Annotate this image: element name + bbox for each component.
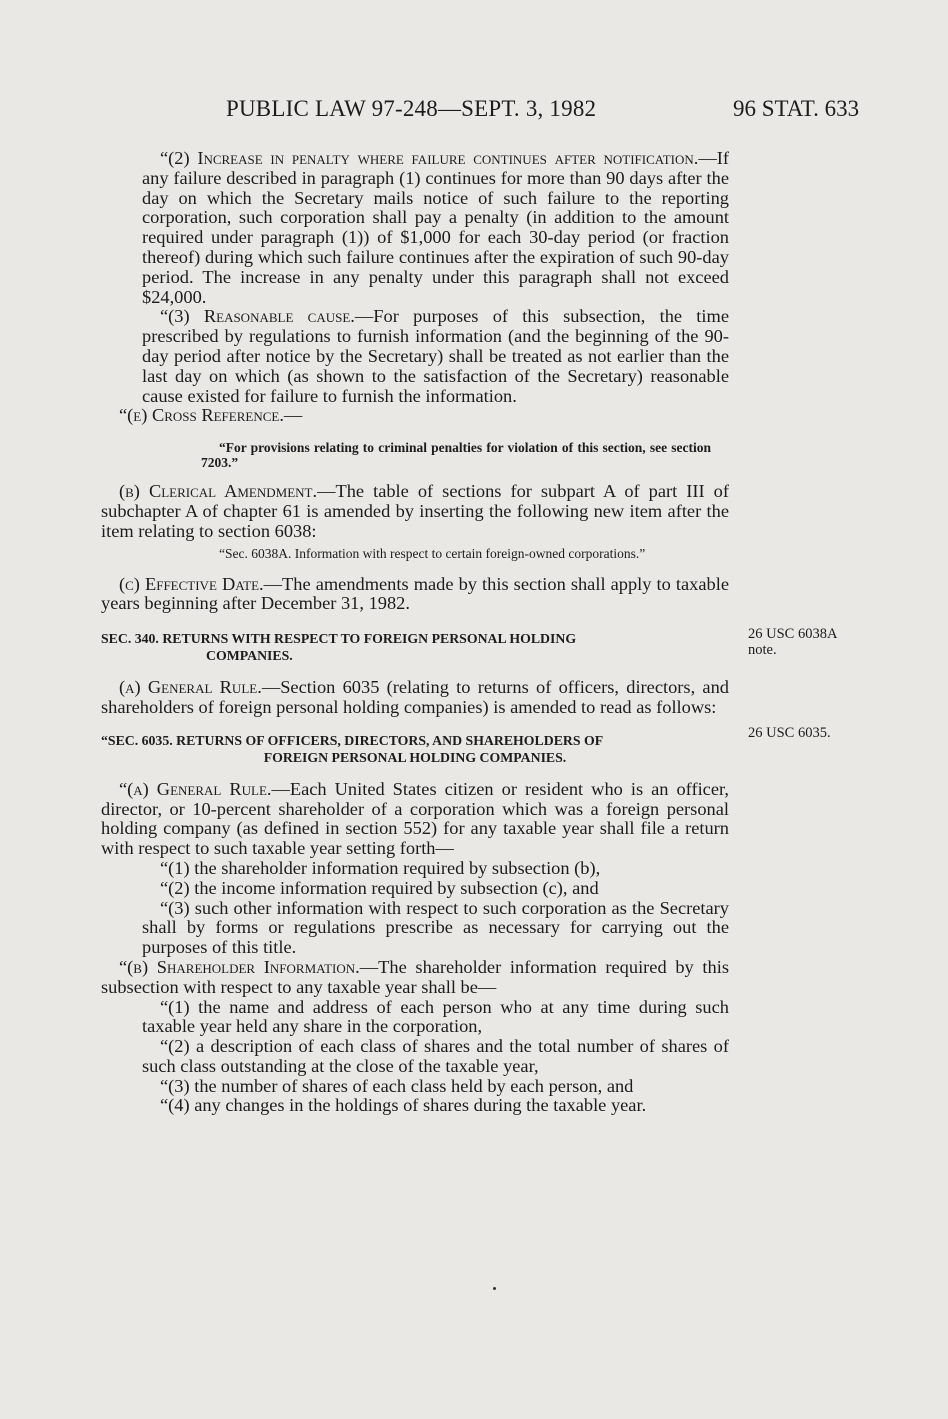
paragraph-heading: “(e) Cross Reference. [119,405,284,426]
paragraph-text: —The amendments made by this section shall apply to taxable years beginning after December 31, 1982. [101,573,729,614]
paragraph-heading: “(b) Shareholder Information. [119,956,360,977]
margin-note-line: note. [748,642,777,658]
margin-note-6035: 26 USC 6035. [748,725,831,741]
section-heading-line: COMPANIES. [206,648,293,664]
paragraph-2 [101,149,729,307]
paragraph-heading: (a) General Rule. [119,677,262,698]
section-heading-line: FOREIGN PERSONAL HOLDING COMPANIES. [263,749,567,765]
list-item: “(3) the number of shares of each class held by each person, and [160,1075,634,1096]
margin-note-line: 26 USC 6038A [748,626,838,642]
paragraph-heading: “(2) Increase in penalty where failure continues after notification. [160,148,699,168]
quoted-subsection-b [101,958,729,998]
subsection-e [101,406,729,426]
paragraph-text: —Section 6035 (relating to returns of officers, directors, and shareholders of foreign personal holding companies) is amended to read as follows: [101,677,729,717]
list-item: “(2) a description of each class of shares and the total number of shares of such class outstanding at the close of the taxable year, [142,1036,729,1076]
quoted-subsection-a [101,780,729,859]
section-heading-line: “SEC. 6035. RETURNS OF OFFICERS, DIRECTORS, AND SHAREHOLDERS OF [101,732,604,748]
list-item: “(3) such other information with respect to such corporation as the Secretary shall by forms or regulations prescribe as necessary for carrying out the purposes of this title. [142,897,729,958]
page-header-stat: 96 STAT. 633 [733,96,860,121]
paragraph-text: — [283,405,303,426]
section-340-heading [101,630,729,664]
paragraph-text: —For purposes of this subsection, the time prescribed by regulations to furnish information (and the beginning of the 90-day period after notice by the Secretary) shall be treated as not earlier than the last day on which (as shown to the satisfaction of the Secretary) reasonable cause existed for failure to furnish the information. [142,306,729,406]
section-6035-heading [101,732,729,766]
section-heading-line: SEC. 340. RETURNS WITH RESPECT TO FOREIGN PERSONAL HOLDING [101,631,577,647]
paragraph-text: —Each United States citizen or resident who is an officer, director, or 10-percent shareholder of a corporation which was a foreign personal holding company (as defined in section 552) for any taxable year shall file a return with respect to such taxable year setting forth— [101,778,729,859]
list-item: “(1) the shareholder information required by subsection (b), [160,857,601,878]
page-header-title: PUBLIC LAW 97-248—SEPT. 3, 1982 [226,96,597,121]
margin-note-6038a [748,626,837,658]
list-item: “(4) any changes in the holdings of shares during the taxable year. [160,1095,647,1116]
subsection-a-general-rule [101,678,729,718]
cross-reference-note: “For provisions relating to criminal penalties for violation of this section, see section 7203.” [201,440,711,471]
stray-mark [493,1287,496,1290]
subsection-b-clerical [101,482,729,541]
paragraph-heading: (c) Effective Date. [119,573,264,594]
paragraph-text: —The table of sections for subpart A of part III of subchapter A of chapter 61 is amended by inserting the following new item after the item relating to section 6038: [101,481,729,541]
list-item: “(1) the name and address of each person who at any time during such taxable year held any share in the corporation, [142,996,729,1037]
paragraph-heading: (b) Clerical Amendment. [119,481,318,502]
body-text [101,149,729,1116]
paragraph-3 [101,307,729,406]
section-table-item: “Sec. 6038A. Information with respect to certain foreign-owned corporations.” [219,545,646,561]
list-item: “(2) the income information required by subsection (c), and [160,877,599,898]
paragraph-text: —If any failure described in paragraph (1) continues for more than 90 days after the day on which the Secretary mails notice of such failure to the reporting corporation, such corporation shall pay a penalty (in addition to the amount required under paragraph (1)) of $1,000 for each 30-day period (or fraction thereof) during which such failure continues after the expiration of such 90-day period. The increase in any penalty under this paragraph shall not exceed $24,000. [142,148,729,307]
paragraph-text: —The shareholder information required by this subsection with respect to any taxable year shall be— [101,956,729,997]
paragraph-heading: “(3) Reasonable cause. [160,306,355,327]
subsection-c-effective-date [101,575,729,615]
paragraph-heading: “(a) General Rule. [119,778,272,799]
